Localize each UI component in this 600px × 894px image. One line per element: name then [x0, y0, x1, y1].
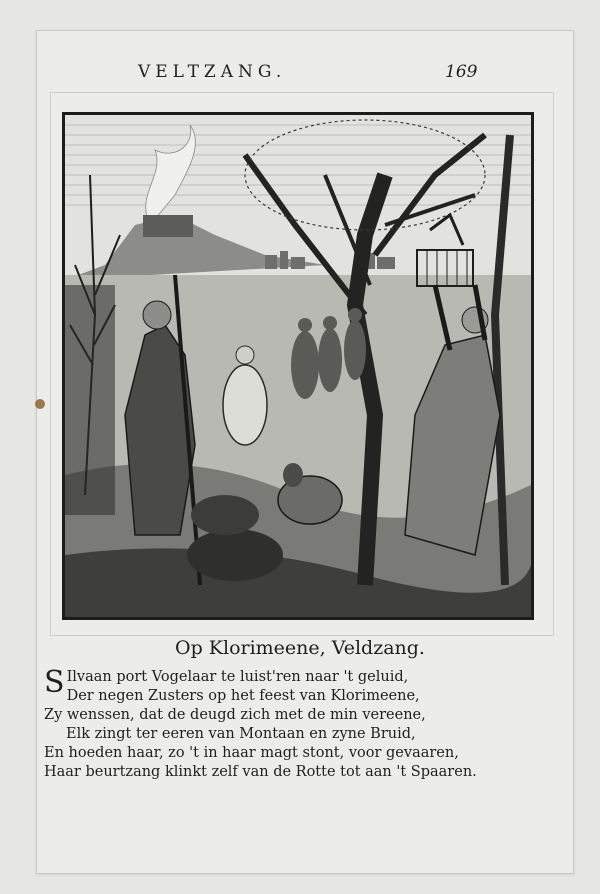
verse-line-6: Haar beurtzang klinkt zelf van de Rotte tot aan 't Spaaren.: [44, 764, 477, 780]
verse-line-5: En hoeden haar, zo 't in haar magt stont, voor gevaaren,: [44, 745, 459, 761]
verse-line-2: Der negen Zusters op het feest van Klorimeene,: [66, 688, 420, 704]
engraving-scene: [65, 115, 531, 617]
poem-verse: [44, 665, 544, 782]
foxing-stain: [35, 399, 45, 409]
verse-line-1-text: Ilvaan port Vogelaar te luist'ren naar 't geluid,: [66, 669, 409, 685]
left-foliage: [65, 285, 115, 515]
verse-line-4: Elk zingt ter eeren van Montaan en zyne Bruid,: [66, 726, 416, 742]
drop-cap: S: [44, 665, 65, 700]
verse-line-3: Zy wenssen, dat de deugd zich met de min vereene,: [44, 707, 426, 723]
running-header-title: VELTZANG.: [138, 62, 287, 82]
page-number: 169: [445, 62, 478, 82]
engraving-illustration: [62, 112, 534, 620]
poem-title: Op Klorimeene, Veldzang.: [175, 637, 425, 659]
altar: [143, 215, 193, 237]
